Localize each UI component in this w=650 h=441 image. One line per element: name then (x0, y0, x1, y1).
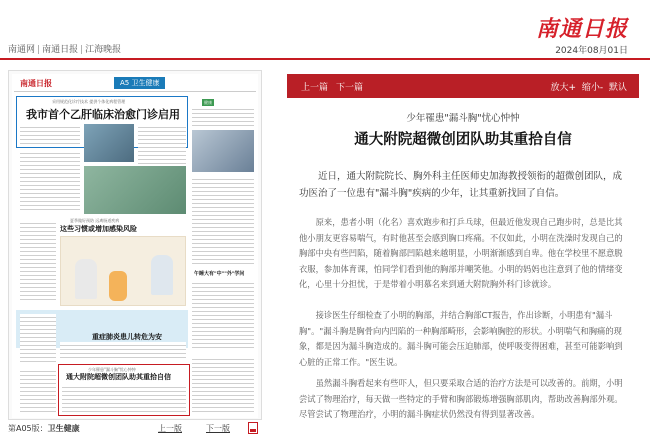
thumb-text-block (20, 220, 56, 300)
thumb-text-block (138, 124, 186, 164)
thumb-text-block (60, 342, 186, 360)
article-title: 通大附院超微创团队助其重拾自信 (354, 132, 572, 148)
font-size-controls (547, 80, 627, 93)
next-article-link[interactable]: 下一篇 (336, 83, 364, 93)
issue-date: 2024年08月01日 (555, 46, 628, 56)
prev-page-link[interactable]: 上一版 (158, 424, 182, 433)
thumb-logo: 南通日报 (20, 79, 52, 88)
article-paragraph: 虽然漏斗胸看起来有些吓人，但只要采取合适的治疗方法是可以改善的。前期，小明尝试了物理治疗，每天做一些特定的手臂和胸部锻炼增强胸部肌肉，帮助改善胸部外观。尽管尝试了物理治疗，小明的漏斗胸症状仍然没有得到显著改善。 (299, 378, 623, 420)
thumb-photo-1 (84, 124, 134, 162)
page-label (8, 423, 80, 434)
thumb-masthead (14, 76, 256, 92)
thumb-edition-label: A5 卫生健康 (114, 77, 165, 89)
site-link-jianghai-evening[interactable]: 江海晚报 (85, 45, 122, 55)
doctor-figure (151, 255, 173, 295)
thumb-photo-3 (192, 130, 254, 172)
thumb-headline-3: 重症肺炎患儿转危为安 (92, 332, 162, 341)
article-navbar (287, 74, 639, 98)
separator: | (37, 45, 41, 55)
thumb-headline-4: 通大附院超微创团队助其重拾自信 (66, 372, 171, 381)
zoom-out-button[interactable]: 缩小- (581, 83, 604, 93)
article-paragraph: 原来，患者小明（化名）喜欢跑步和打乒乓球，但最近他发现自己跑步时，总是比其他小朋友更容易喘气，有时他甚至会感到胸口疼痛。不仅如此，小明在洗澡时发现自己的胸部中央有些凹陷，随着胸部凹陷越来越明显，小明渐渐感到自卑。他在学校里不愿意脱衣服，参加体育课，怕同学们看到他的胸部并嘲笑他。小明的妈妈也注意到了他的情绪变化，心里十分担忧，于是带着小明慕名来到通大附院胸外科门诊就诊。 (299, 217, 623, 290)
page-name: 卫生健康 (47, 424, 80, 433)
thumb-text-block (192, 280, 254, 350)
next-page-link[interactable]: 下一版 (206, 424, 230, 433)
page-footer (8, 422, 262, 436)
thumb-kicker-2: 夏季做好预防 远离肠道疾病 (70, 218, 120, 223)
site-links (8, 42, 121, 55)
header-divider (0, 58, 650, 60)
thumb-text-block (20, 368, 56, 414)
newspaper-logo[interactable]: 南通日报 (535, 16, 628, 42)
article-lead: 近日，通大附院院长、胸外科主任医师史加海教授领衔的超微创团队，成功医治了一位患有"漏斗胸"疾病的少年，让其重新找回了自信。 (299, 171, 623, 199)
site-link-nantong-net[interactable]: 南通网 (8, 45, 36, 55)
pdf-icon[interactable] (248, 422, 258, 434)
thumb-headline-1: 我市首个乙肝临床治愈门诊启用 (26, 108, 180, 121)
thumb-text-block (20, 314, 56, 362)
thumb-text-block (192, 356, 254, 414)
separator: | (80, 45, 84, 55)
zoom-in-button[interactable]: 放大+ (550, 83, 576, 93)
thumb-text-block (62, 384, 186, 414)
default-size-button[interactable]: 默认 (608, 83, 627, 93)
article-kicker: 少年罹患"漏斗胸"忧心忡忡 (406, 113, 520, 124)
child-figure (109, 271, 127, 301)
thumb-headline-2: 这些习惯或增加感染风险 (60, 224, 137, 233)
thumb-photo-2 (84, 166, 186, 214)
newspaper-page (12, 74, 258, 418)
page-number: 第A05版： (8, 424, 48, 433)
top-bar (0, 0, 650, 60)
thumb-text-block (20, 150, 80, 210)
prev-article-link[interactable]: 上一篇 (301, 83, 329, 93)
doctor-figure (75, 259, 97, 299)
thumb-kicker-1: 采用规范化诊疗技术 提供个体化病程管理 (52, 99, 126, 104)
article-panel (287, 70, 639, 441)
thumb-side-headline: 午睡大有"中""外"学问 (194, 271, 245, 277)
thumb-text-block (20, 124, 80, 146)
thumb-text-block (192, 106, 254, 126)
site-link-nantong-daily[interactable]: 南通日报 (42, 45, 79, 55)
article-nav (301, 80, 371, 93)
thumb-text-block (192, 176, 254, 266)
newspaper-page-thumbnail[interactable] (8, 70, 262, 420)
thumb-kicker-4: 少年罹患"漏斗胸"忧心忡忡 (88, 367, 136, 372)
thumb-illustration (60, 236, 186, 306)
thumb-tag: 健康 (204, 100, 212, 105)
article-paragraph: 接诊医生仔细检查了小明的胸部，并结合胸部CT报告，作出诊断，小明患有"漏斗胸"。"漏斗胸是胸骨向内凹陷的一种胸部畸形，会影响胸腔的形状。小明喘气和胸痛的现象，都是因为漏斗胸造成的。漏斗胸可能会压迫肺部，使呼吸变得困难，甚至可能影响到心脏的正常工作。"医生说。 (299, 310, 623, 367)
